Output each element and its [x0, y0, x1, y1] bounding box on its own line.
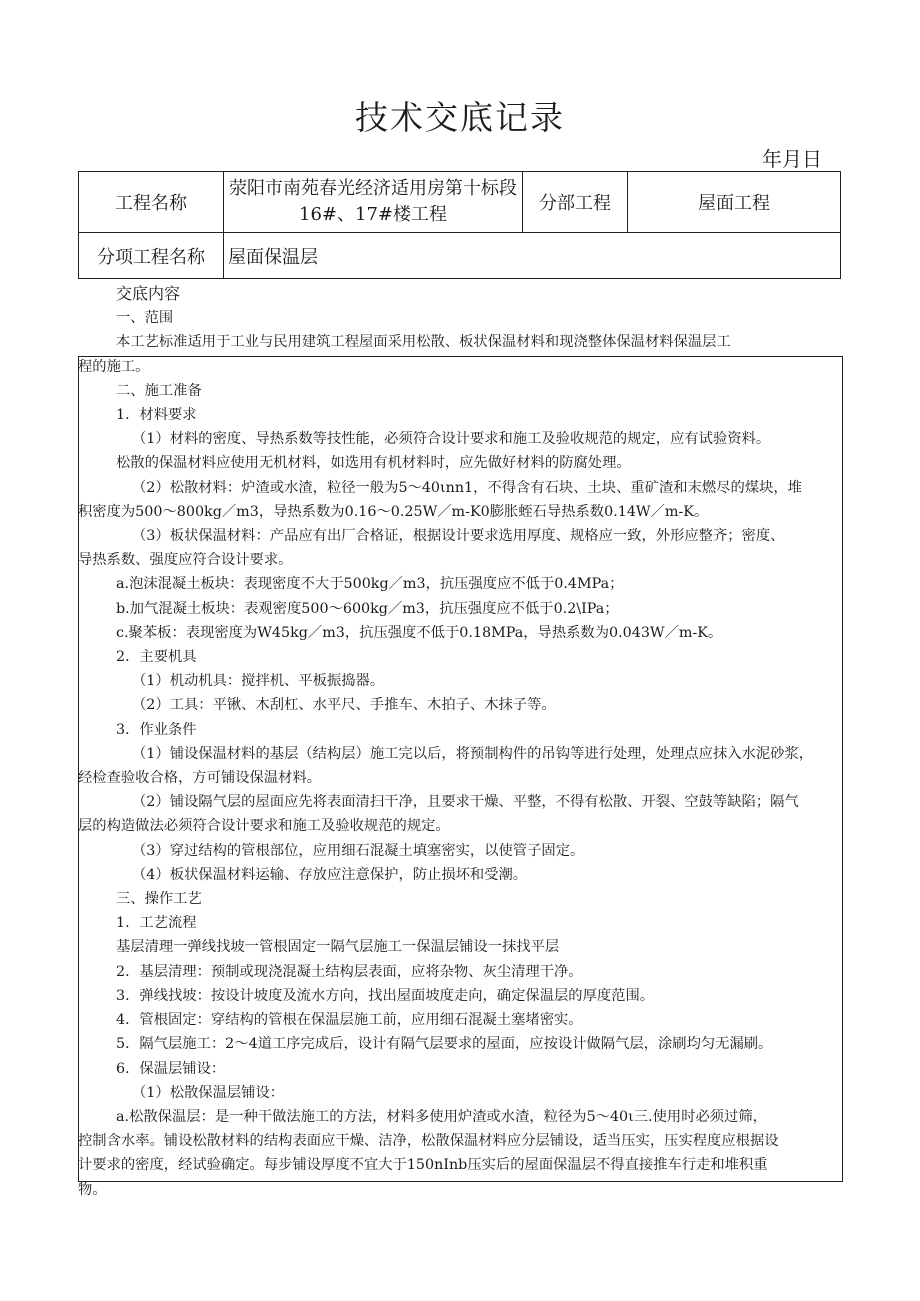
sub-project-value: 屋面工程	[628, 172, 841, 233]
subsection-heading: 1．工艺流程	[116, 915, 197, 932]
subsection-heading: （1）松散保温层铺设：	[132, 1084, 285, 1101]
paragraph-line: 本工艺标准适用于工业与民用建筑工程屋面采用松散、板状保温材料和现浇整体保温材料保温层工	[116, 334, 731, 351]
list-item: 4．管根固定：穿结构的管根在保温层施工前，应用细石混凝土塞堵密实。	[116, 1012, 583, 1029]
table-row	[79, 233, 841, 279]
paragraph-line: （1）材料的密度、导热系数等技性能，必须符合设计要求和施工及验收规范的规定，应有试验资料。	[132, 431, 771, 448]
paragraph-line: a.松散保温层：是一种干做法施工的方法，材料多使用炉渣或水渣，粒径为5～40ι三.使用时必须过筛，	[116, 1108, 767, 1125]
project-name-line1: 荥阳市南苑春光经济适用房第十标段	[229, 178, 517, 199]
paragraph-line: 经检查验收合格，方可铺设保温材料。	[78, 770, 322, 787]
item-name-label: 分项工程名称	[79, 233, 224, 279]
paragraph-line: 物。	[78, 1181, 107, 1198]
paragraph-line: （3）板状保温材料：产品应有出厂合格证，根据设计要求选用厚度、规格应一致，外形应整齐；密度、	[132, 528, 785, 545]
subsection-heading: 3．作业条件	[116, 721, 197, 738]
paragraph-line: 松散的保温材料应使用无机材料，如选用有机材料时，应先做好材料的防腐处理。	[116, 455, 631, 472]
paragraph-line: 层的构造做法必须符合设计要求和施工及验收规范的规定。	[78, 818, 450, 835]
section-heading: 三、操作工艺	[116, 891, 202, 908]
list-item: （2）工具：平锹、木刮杠、水平尺、手推车、木拍子、木抹子等。	[132, 697, 556, 714]
disclosure-content	[78, 282, 843, 1202]
paragraph-line: （1）铺设保温材料的基层（结构层）施工完以后，将预制构件的吊钩等进行处理，处理点应抹入水泥砂浆，	[132, 745, 814, 762]
project-name-line2: 16#、17#楼工程	[299, 204, 447, 225]
list-item: 3．弹线找坡：按设计坡度及流水方向，找出屋面坡度走向，确定保温层的厚度范围。	[116, 987, 655, 1004]
section-heading: 一、范围	[116, 310, 174, 327]
list-item: （1）机动机具：搅拌机、平板振捣器。	[132, 673, 385, 690]
subsection-heading: 2．主要机具	[116, 649, 197, 666]
list-item: a.泡沫混凝土板块：表现密度不大于500kg／m3，抗压强度应不低于0.4MPa；	[116, 576, 624, 593]
list-item: c.聚苯板：表现密度为W45kg／m3，抗压强度不低于0.18MPa，导热系数为0.043W／m-K。	[116, 624, 723, 641]
list-item: b.加气混凝土板块：表观密度500～600kg／m3，抗压强度应不低于0.2\IPa；	[116, 600, 619, 617]
date-label: 年月日	[762, 147, 822, 171]
section-heading: 二、施工准备	[116, 382, 202, 399]
content-heading: 交底内容	[116, 284, 181, 303]
paragraph-line: （2）松散材料：炉渣或水渣，粒径一般为5～40ιnn1，不得含有石块、土块、重矿渣和末燃尽的煤块，堆	[132, 479, 802, 496]
paragraph-line: （2）铺设隔气层的屋面应先将表面清扫干净，且要求干燥、平整，不得有松散、开裂、空鼓等缺陷；隔气	[132, 794, 799, 811]
info-table	[78, 171, 841, 279]
list-item: 2．基层清理：预制或现浇混凝土结构层表面，应将杂物、灰尘清理干净。	[116, 963, 583, 980]
sub-project-label: 分部工程	[523, 172, 628, 233]
table-row	[79, 172, 841, 233]
paragraph-line: 程的施工。	[78, 358, 150, 375]
paragraph-line: 积密度为500～800kg／m3，导热系数为0.16～0.25W／m-K0膨胀蛭石导热系数0.14W／m-K。	[78, 503, 709, 520]
list-item: 5．隔气层施工：2～4道工序完成后，设计有隔气层要求的屋面，应按设计做隔气层，涂刷均匀无漏刷。	[116, 1036, 773, 1053]
project-name-value	[224, 172, 523, 233]
subsection-heading: 6．保温层铺设：	[116, 1060, 226, 1077]
page-title: 技术交底记录	[355, 98, 565, 137]
paragraph-line: 控制含水率。铺设松散材料的结构表面应干燥、洁净，松散保温材料应分层铺设，适当压实，压实程度应根据设	[78, 1133, 779, 1150]
project-name-label: 工程名称	[79, 172, 224, 233]
paragraph-line: 计要求的密度，经试验确定。每步铺设厚度不宜大于150nInb压实后的屋面保温层不得直接推车行走和堆积重	[78, 1157, 768, 1174]
subsection-heading: 1．材料要求	[116, 407, 197, 424]
item-name-value: 屋面保温层	[224, 233, 841, 279]
paragraph-line: 基层清理一弹线找坡一管根固定一隔气层施工一保温层铺设一抹找平层	[116, 939, 560, 956]
paragraph-line: 导热系数、强度应符合设计要求。	[78, 552, 293, 569]
list-item: （4）板状保温材料运输、存放应注意保护，防止损坏和受潮。	[132, 866, 528, 883]
list-item: （3）穿过结构的管根部位，应用细石混凝土填塞密实，以使管子固定。	[132, 842, 585, 859]
